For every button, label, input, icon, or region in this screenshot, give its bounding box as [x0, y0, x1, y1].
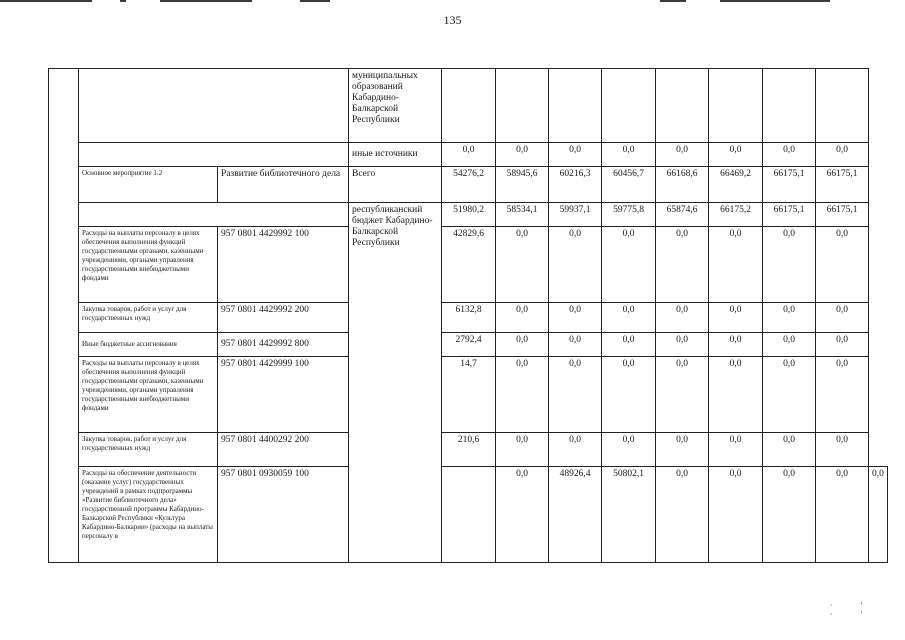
- value-cell: 0,0: [763, 303, 816, 333]
- name-cell: 957 0801 4429992 800: [218, 333, 349, 357]
- status-cell: [79, 203, 349, 227]
- value-cell: 60456,7: [602, 167, 656, 203]
- value-cell: 0,0: [816, 227, 869, 303]
- value-cell: 58534,1: [496, 203, 549, 227]
- status-cell: Расходы на выплаты персоналу в целях обеспечения выполнения функций государственными органами, казенными учреждениями, органами управления государственными внебюджетными фондами: [79, 357, 218, 433]
- source-cell: [442, 467, 496, 563]
- table-row: [49, 227, 888, 303]
- value-cell: 0,0: [816, 333, 869, 357]
- table-row: [49, 357, 888, 433]
- value-cell: 58945,6: [496, 167, 549, 203]
- budget-table: [48, 68, 888, 563]
- value-cell: 0,0: [656, 433, 709, 467]
- value-cell: [709, 69, 763, 143]
- value-cell: 48926,4: [549, 467, 602, 563]
- value-cell: 0,0: [763, 467, 816, 563]
- value-cell: 0,0: [549, 227, 602, 303]
- budget-source-cell: республиканский бюджет Кабардино-Балкарской Республики: [349, 203, 442, 563]
- value-cell: 210,6: [442, 433, 496, 467]
- value-cell: 66175,1: [763, 167, 816, 203]
- value-cell: 0,0: [709, 357, 763, 433]
- status-cell: Иные бюджетные ассигнования: [79, 333, 218, 357]
- value-cell: 66175,1: [816, 167, 869, 203]
- value-cell: 2792,4: [442, 333, 496, 357]
- status-cell: Закупка товаров, работ и услуг для государственных нужд: [79, 303, 218, 333]
- name-cell: 957 0801 4429992 200: [218, 303, 349, 333]
- table-row: [49, 167, 888, 203]
- value-cell: 0,0: [763, 227, 816, 303]
- table-row: [49, 467, 888, 563]
- value-cell: [816, 69, 869, 143]
- value-cell: 66175,2: [709, 203, 763, 227]
- value-cell: 0,0: [602, 433, 656, 467]
- value-cell: 42829,6: [442, 227, 496, 303]
- value-cell: 59775,8: [602, 203, 656, 227]
- value-cell: 54276,2: [442, 167, 496, 203]
- source-cell: иные источники: [349, 143, 442, 167]
- value-cell: 0,0: [549, 143, 602, 167]
- value-cell: [656, 69, 709, 143]
- name-cell: 957 0801 0930059 100: [218, 467, 349, 563]
- value-cell: 0,0: [816, 143, 869, 167]
- value-cell: 0,0: [496, 227, 549, 303]
- value-cell: 14,7: [442, 357, 496, 433]
- value-cell: 50802,1: [602, 467, 656, 563]
- table-row: [49, 203, 888, 227]
- value-cell: 0,0: [496, 143, 549, 167]
- value-cell: [549, 69, 602, 143]
- status-cell: Закупка товаров, работ и услуг для государственных нужд: [79, 433, 218, 467]
- value-cell: 0,0: [602, 143, 656, 167]
- value-cell: 0,0: [496, 357, 549, 433]
- value-cell: 0,0: [549, 357, 602, 433]
- value-cell: 0,0: [602, 303, 656, 333]
- value-cell: 0,0: [602, 227, 656, 303]
- value-cell: 0,0: [709, 227, 763, 303]
- value-cell: 51980,2: [442, 203, 496, 227]
- name-cell: 957 0801 4400292 200: [218, 433, 349, 467]
- left-gutter-cell: [49, 69, 79, 563]
- value-cell: 0,0: [496, 467, 549, 563]
- value-cell: 0,0: [549, 333, 602, 357]
- value-cell: 0,0: [496, 433, 549, 467]
- value-cell: 0,0: [496, 333, 549, 357]
- value-cell: 6132,8: [442, 303, 496, 333]
- status-cell: Расходы на обеспечение деятельности (оказание услуг) государственных учреждений в рамках подпрограммы «Развитие библиотечного дела» государственной программы Кабардино-Балкарской Республики «Культура Кабардино-Балкарии» (расходы на выплаты персоналу в: [79, 467, 218, 563]
- value-cell: 0,0: [816, 467, 869, 563]
- status-cell: [79, 69, 349, 143]
- value-cell: 0,0: [816, 303, 869, 333]
- value-cell: 0,0: [602, 333, 656, 357]
- name-cell: Развитие библиотечного дела: [218, 167, 349, 203]
- table-row: [49, 433, 888, 467]
- value-cell: 0,0: [763, 143, 816, 167]
- value-cell: 0,0: [656, 303, 709, 333]
- value-cell: 0,0: [549, 433, 602, 467]
- name-cell: 957 0801 4429999 100: [218, 357, 349, 433]
- value-cell: 0,0: [656, 143, 709, 167]
- value-cell: 60216,3: [549, 167, 602, 203]
- value-cell: 0,0: [656, 227, 709, 303]
- value-cell: 0,0: [763, 333, 816, 357]
- status-cell: Расходы на выплаты персоналу в целях обеспечения выполнения функций государственными органами, казенными учреждениями, органами управления государственными внебюджетными фондами: [79, 227, 218, 303]
- value-cell: 0,0: [763, 433, 816, 467]
- page-number: 135: [443, 13, 462, 27]
- value-cell: 66175,1: [816, 203, 869, 227]
- table-row: [49, 303, 888, 333]
- value-cell: 66175,1: [763, 203, 816, 227]
- value-cell: [602, 69, 656, 143]
- table-row: [49, 143, 888, 167]
- value-cell: 0,0: [709, 433, 763, 467]
- value-cell: [442, 69, 496, 143]
- value-cell: 0,0: [549, 303, 602, 333]
- source-cell: Всего: [349, 167, 442, 203]
- value-cell: 59937,1: [549, 203, 602, 227]
- value-cell: 0,0: [656, 357, 709, 433]
- value-cell: 0,0: [709, 303, 763, 333]
- value-cell: 0,0: [496, 303, 549, 333]
- footer-marks: ·′ ·′: [830, 601, 891, 619]
- value-cell: 0,0: [709, 333, 763, 357]
- value-cell: 0,0: [709, 143, 763, 167]
- value-cell: 0,0: [816, 433, 869, 467]
- value-cell: 65874,6: [656, 203, 709, 227]
- name-cell: 957 0801 4429992 100: [218, 227, 349, 303]
- value-cell: 0,0: [869, 467, 888, 563]
- source-cell: муниципальных образований Кабардино-Балкарской Республики: [349, 69, 442, 143]
- status-cell: Основное мероприятие 1.2: [79, 167, 218, 203]
- value-cell: 66168,6: [656, 167, 709, 203]
- value-cell: [763, 69, 816, 143]
- value-cell: 0,0: [602, 357, 656, 433]
- top-scan-lines: [0, 0, 905, 4]
- table-row: [49, 69, 888, 143]
- value-cell: 0,0: [442, 143, 496, 167]
- value-cell: [496, 69, 549, 143]
- value-cell: 0,0: [709, 467, 763, 563]
- status-cell: [79, 143, 349, 167]
- value-cell: 66469,2: [709, 167, 763, 203]
- value-cell: 0,0: [656, 467, 709, 563]
- table-row: [49, 333, 888, 357]
- value-cell: 0,0: [763, 357, 816, 433]
- value-cell: 0,0: [816, 357, 869, 433]
- value-cell: 0,0: [656, 333, 709, 357]
